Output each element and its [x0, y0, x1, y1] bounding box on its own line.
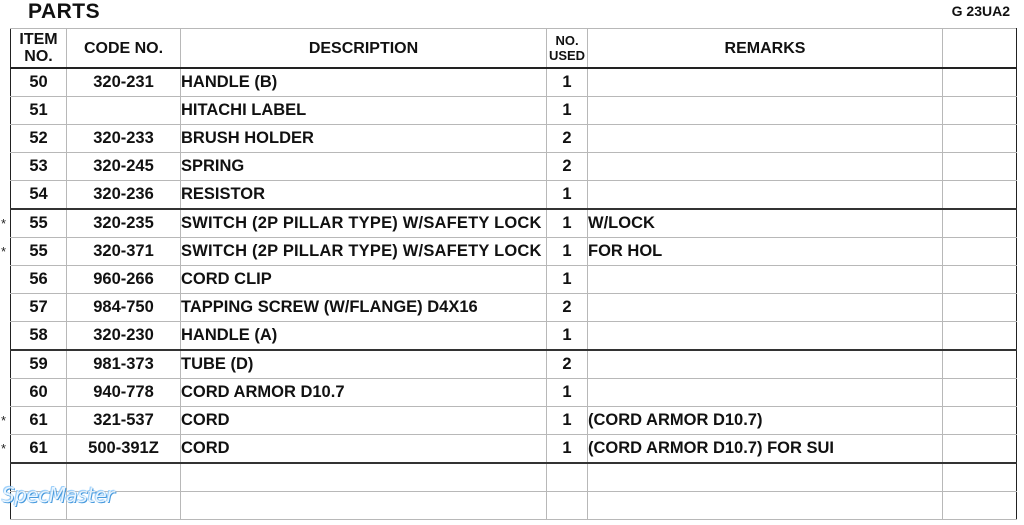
extra-cell — [943, 322, 1017, 351]
description-cell: CORD — [181, 435, 547, 464]
item-no-cell — [1, 238, 67, 266]
table-row — [11, 68, 1017, 97]
item-no-text: 53 — [29, 157, 48, 175]
remarks-cell — [588, 294, 943, 322]
no-used-cell: 2 — [547, 350, 588, 379]
remarks-cell — [588, 463, 943, 492]
no-used-cell: 1 — [547, 68, 588, 97]
code-no-cell — [67, 97, 181, 125]
table-row — [11, 294, 1017, 322]
remarks-cell — [588, 492, 943, 520]
item-no-text: 57 — [29, 298, 48, 316]
description-cell: RESISTOR — [181, 181, 547, 210]
description-cell: SPRING — [181, 153, 547, 181]
description-cell — [181, 463, 547, 492]
remarks-cell — [588, 97, 943, 125]
code-no-cell: 981-373 — [67, 350, 181, 379]
table-row — [11, 379, 1017, 407]
item-no-text: 52 — [29, 129, 48, 147]
description-cell: TAPPING SCREW (W/FLANGE) D4X16 — [181, 294, 547, 322]
remarks-cell — [588, 181, 943, 210]
extra-cell — [943, 435, 1017, 464]
parts-table — [1, 28, 1017, 520]
description-cell — [181, 492, 547, 520]
table-row — [11, 181, 1017, 210]
item-no-text: 58 — [29, 326, 48, 344]
remarks-cell — [588, 153, 943, 181]
item-no-cell — [11, 181, 67, 210]
no-used-cell: 1 — [547, 238, 588, 266]
item-no-text: 54 — [29, 185, 48, 203]
description-cell: HITACHI LABEL — [181, 97, 547, 125]
description-cell: CORD — [181, 407, 547, 435]
remarks-cell: W/LOCK — [588, 209, 943, 238]
item-no-header: ITEM NO. — [11, 29, 67, 69]
item-no-cell — [1, 407, 67, 435]
item-no-cell — [11, 322, 67, 351]
extra-cell — [943, 181, 1017, 210]
table-row — [11, 350, 1017, 379]
code-no-cell: 320-235 — [67, 209, 181, 238]
asterisk-mark: * — [1, 441, 7, 456]
no-used-cell: 1 — [547, 435, 588, 464]
description-cell: TUBE (D) — [181, 350, 547, 379]
table-row — [11, 492, 1017, 520]
item-no-text: 61 — [29, 411, 48, 429]
code-no-cell: 320-231 — [67, 68, 181, 97]
remarks-cell — [588, 350, 943, 379]
extra-cell — [943, 407, 1017, 435]
model-number: G 23UA2 — [951, 3, 1010, 19]
table-row — [11, 125, 1017, 153]
no-used-header: NO. USED — [547, 29, 588, 69]
description-cell: BRUSH HOLDER — [181, 125, 547, 153]
remarks-cell: (CORD ARMOR D10.7) — [588, 407, 943, 435]
asterisk-mark: * — [1, 244, 7, 259]
item-no-text: 55 — [29, 214, 48, 232]
extra-cell — [943, 209, 1017, 238]
item-no-cell — [11, 68, 67, 97]
remarks-cell — [588, 125, 943, 153]
asterisk-mark: * — [1, 413, 7, 428]
code-no-cell: 500-391Z — [67, 435, 181, 464]
extra-cell — [943, 463, 1017, 492]
remarks-header: REMARKS — [588, 29, 943, 69]
item-no-cell — [1, 209, 67, 238]
remarks-cell: (CORD ARMOR D10.7) FOR SUI — [588, 435, 943, 464]
item-no-cell — [11, 294, 67, 322]
extra-cell — [943, 153, 1017, 181]
item-no-cell — [11, 125, 67, 153]
extra-cell — [943, 379, 1017, 407]
extra-cell — [943, 492, 1017, 520]
no-used-cell — [547, 463, 588, 492]
item-no-cell — [1, 435, 67, 464]
item-no-text: 56 — [29, 270, 48, 288]
remarks-cell: FOR HOL — [588, 238, 943, 266]
table-row — [11, 407, 1017, 435]
watermark-logo: SpecMaster — [2, 483, 114, 507]
table-row — [11, 463, 1017, 492]
remarks-cell — [588, 379, 943, 407]
extra-cell — [943, 125, 1017, 153]
asterisk-mark: * — [1, 216, 7, 231]
item-no-cell — [11, 350, 67, 379]
parts-table-body — [1, 68, 1017, 520]
code-no-cell: 320-233 — [67, 125, 181, 153]
extra-cell — [943, 266, 1017, 294]
table-row — [11, 435, 1017, 464]
item-no-text: 60 — [29, 383, 48, 401]
remarks-cell — [588, 266, 943, 294]
item-no-text: 59 — [29, 355, 48, 373]
item-no-text: 61 — [29, 439, 48, 457]
no-used-cell: 1 — [547, 322, 588, 351]
code-no-cell: 320-230 — [67, 322, 181, 351]
code-no-cell: 960-266 — [67, 266, 181, 294]
item-no-text: 51 — [29, 101, 48, 119]
no-used-cell — [547, 492, 588, 520]
table-row — [11, 153, 1017, 181]
table-header-row — [11, 29, 1017, 69]
extra-header — [943, 29, 1017, 69]
table-row — [11, 209, 1017, 238]
no-used-cell: 1 — [547, 379, 588, 407]
no-used-cell: 1 — [547, 209, 588, 238]
description-header: DESCRIPTION — [181, 29, 547, 69]
item-no-text: 55 — [29, 242, 48, 260]
no-used-cell: 2 — [547, 294, 588, 322]
extra-cell — [943, 97, 1017, 125]
description-cell: HANDLE (B) — [181, 68, 547, 97]
table-row — [11, 266, 1017, 294]
code-no-cell: 320-371 — [67, 238, 181, 266]
code-no-cell: 321-537 — [67, 407, 181, 435]
table-row — [11, 322, 1017, 351]
code-no-cell: 984-750 — [67, 294, 181, 322]
extra-cell — [943, 238, 1017, 266]
code-no-header: CODE NO. — [67, 29, 181, 69]
table-row — [11, 238, 1017, 266]
extra-cell — [943, 350, 1017, 379]
item-no-cell — [11, 266, 67, 294]
code-no-cell: 320-245 — [67, 153, 181, 181]
no-used-cell: 2 — [547, 153, 588, 181]
no-used-cell: 2 — [547, 125, 588, 153]
no-used-cell: 1 — [547, 181, 588, 210]
no-used-cell: 1 — [547, 407, 588, 435]
page-title: PARTS — [28, 0, 101, 23]
no-used-cell: 1 — [547, 97, 588, 125]
description-cell: CORD CLIP — [181, 266, 547, 294]
item-no-cell — [11, 153, 67, 181]
code-no-cell: 940-778 — [67, 379, 181, 407]
description-cell: CORD ARMOR D10.7 — [181, 379, 547, 407]
code-no-cell: 320-236 — [67, 181, 181, 210]
remarks-cell — [588, 322, 943, 351]
remarks-cell — [588, 68, 943, 97]
item-no-text: 50 — [29, 73, 48, 91]
description-cell: SWITCH (2P PILLAR TYPE) W/SAFETY LOCK — [181, 238, 547, 266]
extra-cell — [943, 68, 1017, 97]
description-cell: SWITCH (2P PILLAR TYPE) W/SAFETY LOCK — [181, 209, 547, 238]
no-used-cell: 1 — [547, 266, 588, 294]
extra-cell — [943, 294, 1017, 322]
item-no-cell — [11, 97, 67, 125]
item-no-cell — [11, 379, 67, 407]
table-row — [11, 97, 1017, 125]
description-cell: HANDLE (A) — [181, 322, 547, 351]
